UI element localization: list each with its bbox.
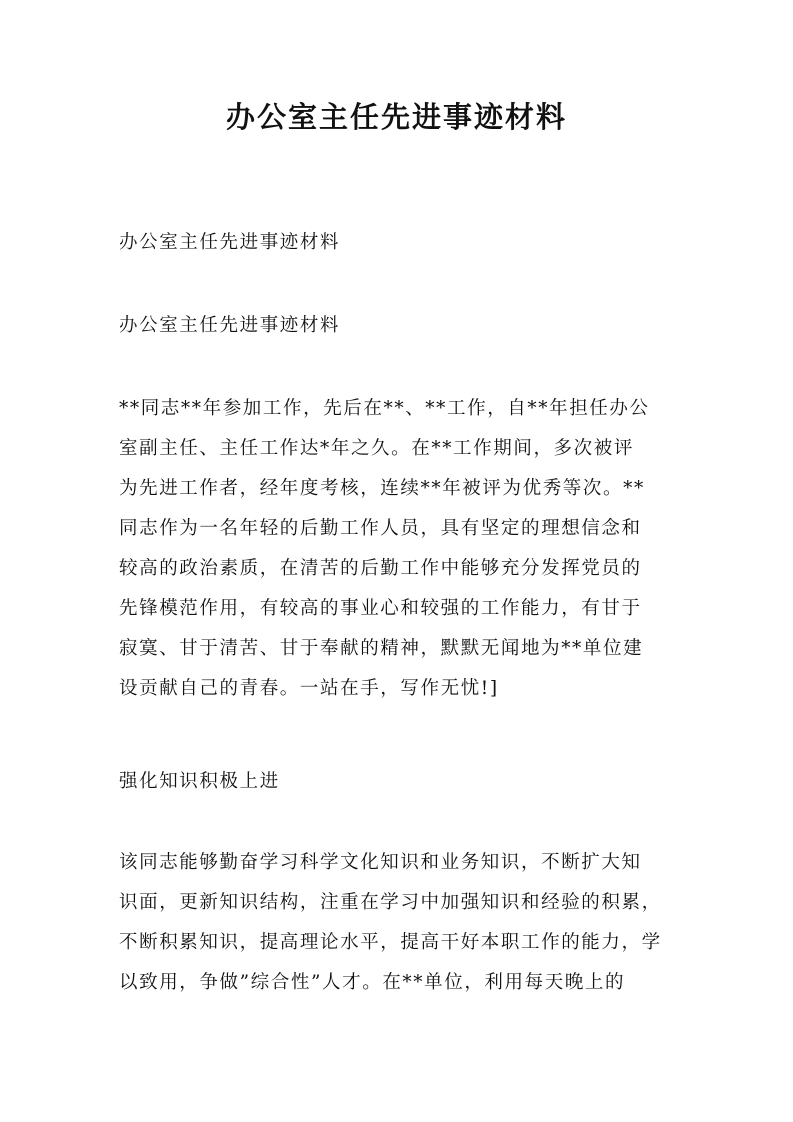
paragraph-line: 不断积累知识，提高理论水平，提高干好本职工作的能力，学: [119, 932, 662, 953]
subtitle-line: 办公室主任先进事迹材料: [119, 315, 341, 336]
paragraph-line: 较高的政治素质，在清苦的后勤工作中能够充分发挥党员的: [119, 558, 642, 579]
section-heading: 强化知识积极上进: [119, 771, 280, 792]
paragraph-line: 同志作为一名年轻的后勤工作人员，具有坚定的理想信念和: [119, 518, 642, 539]
subtitle-line: 办公室主任先进事迹材料: [119, 232, 341, 253]
paragraph-line: 寂寞、甘于清苦、甘于奉献的精神，默默无闻地为**单位建: [119, 638, 644, 659]
paragraph-line: 识面，更新知识结构，注重在学习中加强知识和经验的积累，: [119, 892, 662, 913]
paragraph-line: 设贡献自己的青春。一站在手，写作无忧!]: [119, 678, 499, 699]
document-title: 办公室主任先进事迹材料: [225, 100, 567, 134]
paragraph-line: 为先进工作者，经年度考核，连续**年被评为优秀等次。**: [119, 478, 645, 499]
paragraph-line: 室副主任、主任工作达*年之久。在**工作期间，多次被评: [119, 438, 634, 459]
paragraph-line: 以致用，争做”综合性”人才。在**单位，利用每天晚上的: [119, 972, 626, 993]
paragraph-line: 先锋模范作用，有较高的事业心和较强的工作能力，有甘于: [119, 598, 642, 619]
paragraph-line: **同志**年参加工作，先后在**、**工作，自**年担任办公: [119, 398, 650, 419]
paragraph-line: 该同志能够勤奋学习科学文化知识和业务知识，不断扩大知: [119, 852, 642, 873]
